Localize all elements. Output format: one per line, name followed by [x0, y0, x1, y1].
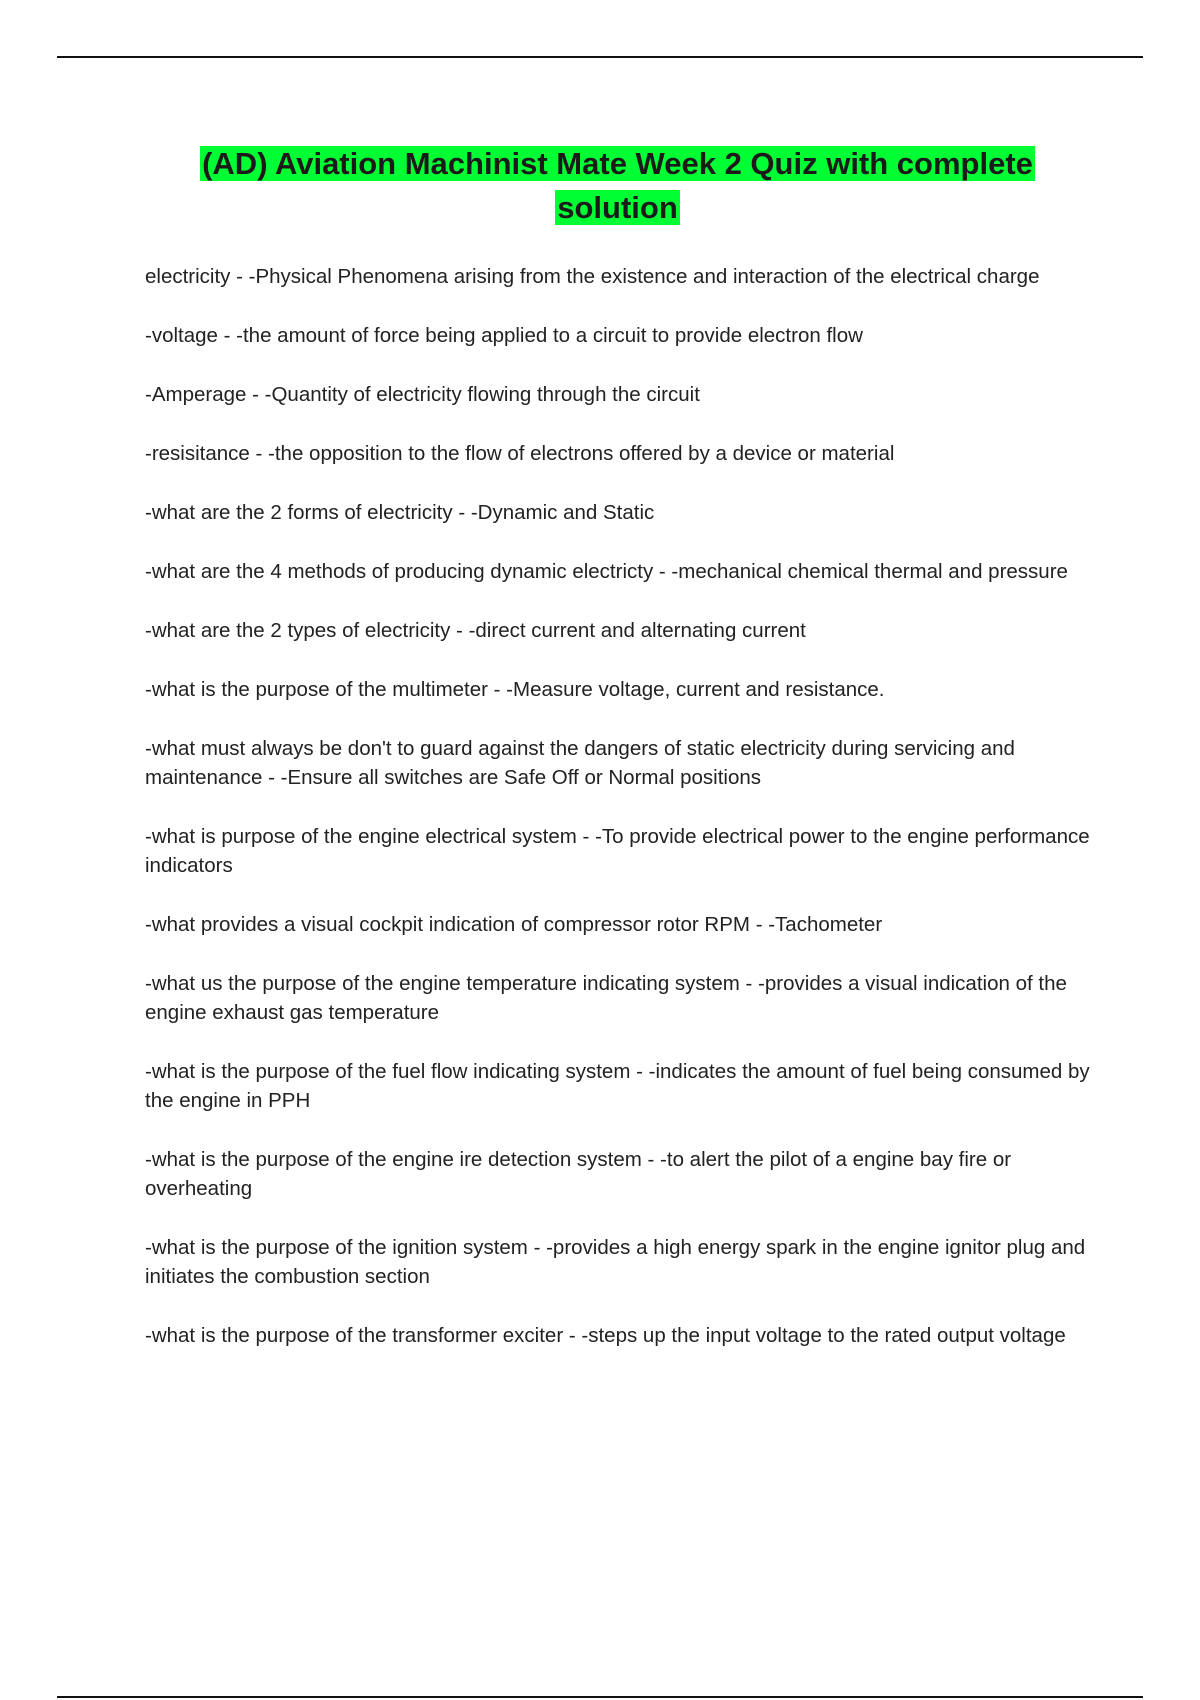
entry-definition: the amount of force being applied to a circuit to provide electron flow	[242, 324, 863, 347]
entry-separator: - -	[452, 501, 478, 524]
bottom-divider	[57, 1696, 1143, 1698]
list-item	[145, 616, 1090, 645]
entry-term: -what us the purpose of the engine temperature indicating system	[145, 972, 740, 995]
entry-definition: steps up the input voltage to the rated output voltage	[588, 1324, 1066, 1347]
list-item	[145, 380, 1090, 409]
entry-term: -what must always be don't to guard against the dangers of static electricity during servicing and maintenance	[145, 737, 1015, 789]
list-item	[145, 498, 1090, 527]
entry-term: -resisitance	[145, 442, 250, 465]
entry-definition: provides a high energy spark in the engine ignitor plug and initiates the combustion section	[145, 1236, 1086, 1288]
entry-definition: Measure voltage, current and resistance.	[513, 678, 885, 701]
entry-separator: - -	[246, 383, 272, 406]
list-item	[145, 1321, 1090, 1350]
entry-separator: - -	[450, 619, 476, 642]
document-title	[120, 142, 1115, 230]
entry-term: -what are the 4 methods of producing dynamic electricty	[145, 560, 654, 583]
qa-list	[145, 262, 1090, 1380]
entry-separator: - -	[262, 766, 288, 789]
entry-definition: indicates the amount of fuel being consumed by the engine in PPH	[145, 1060, 1090, 1112]
top-divider	[57, 56, 1143, 58]
entry-definition: the opposition to the flow of electrons offered by a device or material	[274, 442, 895, 465]
entry-definition: mechanical chemical thermal and pressure	[678, 560, 1068, 583]
list-item	[145, 321, 1090, 350]
list-item	[145, 822, 1090, 880]
entry-separator: - -	[563, 1324, 589, 1347]
entry-term: -what is the purpose of the ignition system	[145, 1236, 528, 1259]
entry-term: -what is the purpose of the transformer exciter	[145, 1324, 564, 1347]
list-item	[145, 1057, 1090, 1115]
entry-separator: - -	[249, 442, 275, 465]
entry-separator: - -	[217, 324, 243, 347]
entry-term: -what is purpose of the engine electrical system	[145, 825, 577, 848]
entry-definition: Tachometer	[775, 913, 883, 936]
entry-definition: provides a visual indication of the engine exhaust gas temperature	[145, 972, 1067, 1024]
entry-separator: - -	[576, 825, 602, 848]
entry-definition: Ensure all switches are Safe Off or Normal positions	[287, 766, 762, 789]
list-item	[145, 910, 1090, 939]
entry-term: -Amperage	[145, 383, 247, 406]
entry-definition: Physical Phenomena arising from the existence and interaction of the electrical charge	[255, 265, 1040, 288]
list-item	[145, 675, 1090, 704]
list-item	[145, 557, 1090, 586]
entry-term: -what is the purpose of the multimeter	[145, 678, 488, 701]
entry-term: -what provides a visual cockpit indication of compressor rotor RPM	[145, 913, 750, 936]
entry-term: -what are the 2 forms of electricity	[145, 501, 453, 524]
list-item	[145, 734, 1090, 792]
entry-separator: - -	[630, 1060, 656, 1083]
entry-definition: To provide electrical power to the engine performance indicators	[145, 825, 1090, 877]
entry-separator: - -	[641, 1148, 667, 1171]
list-item	[145, 262, 1090, 291]
list-item	[145, 439, 1090, 468]
list-item	[145, 1145, 1090, 1203]
entry-separator: - -	[230, 265, 256, 288]
entry-definition: to alert the pilot of a engine bay fire or overheating	[145, 1148, 1012, 1200]
entry-separator: - -	[487, 678, 514, 701]
entry-separator: - -	[750, 913, 776, 936]
entry-definition: direct current and alternating current	[475, 619, 806, 642]
title-line-1: (AD) Aviation Machinist Mate Week 2 Quiz with complete	[202, 146, 1033, 181]
list-item	[145, 969, 1090, 1027]
entry-definition: Dynamic and Static	[477, 501, 655, 524]
entry-term: -voltage	[145, 324, 218, 347]
entry-definition: Quantity of electricity flowing through the circuit	[271, 383, 700, 406]
entry-term: -what is the purpose of the fuel flow indicating system	[145, 1060, 631, 1083]
entry-separator: - -	[527, 1236, 553, 1259]
entry-separator: - -	[739, 972, 765, 995]
entry-term: -what are the 2 types of electricity	[145, 619, 451, 642]
entry-term: -what is the purpose of the engine ire detection system	[145, 1148, 642, 1171]
list-item	[145, 1233, 1090, 1291]
entry-term: electricity	[145, 265, 231, 288]
title-line-2: solution	[557, 190, 678, 225]
entry-separator: - -	[653, 560, 679, 583]
